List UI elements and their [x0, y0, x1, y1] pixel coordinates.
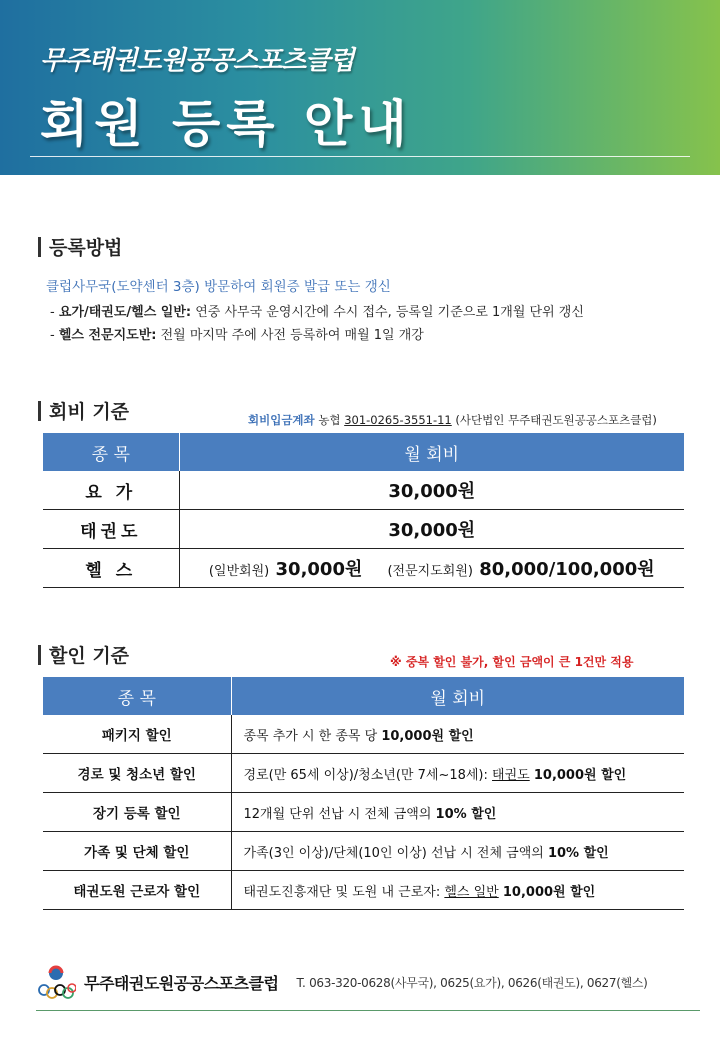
registration-line-general-text: 연중 사무국 운영시간에 수시 접수, 등록일 기준으로 1개월 단위 갱신	[195, 305, 584, 320]
discount-notice: ※ 중복 할인 불가, 할인 금액이 큰 1건만 적용	[390, 655, 634, 669]
fee-item-yoga: 요 가	[43, 471, 179, 510]
discounts-heading	[38, 641, 129, 668]
col-header-fee: 월 회비	[179, 433, 684, 471]
desc-bold: 10,000원 할인	[533, 767, 627, 783]
discount-item: 경로 및 청소년 할인	[43, 754, 231, 793]
banner-divider	[30, 156, 690, 157]
account-label: 회비입금계좌	[248, 413, 315, 427]
fee-general-label: (일반회원)	[208, 564, 270, 579]
header-banner	[0, 0, 720, 175]
discount-table	[43, 677, 684, 910]
desc-text: 가족(3인 이상)/단체(10인 이상) 선납 시 전체 금액의	[243, 845, 548, 861]
fee-pro-label: (전문지도회원)	[387, 564, 473, 579]
discount-item: 태권도원 근로자 할인	[43, 871, 231, 910]
table-row	[43, 754, 684, 793]
page-title: 회원 등록 안내	[40, 95, 413, 153]
club-name-title: 무주태권도원공공스포츠클럽	[40, 46, 354, 76]
registration-heading	[38, 233, 122, 260]
fee-general-value: 30,000원	[275, 559, 363, 580]
footer-club-name: 무주태권도원공공스포츠클럽	[84, 973, 279, 993]
desc-text: 12개월 단위 선납 시 전체 금액의	[243, 806, 436, 822]
discount-item: 패키지 할인	[43, 715, 231, 754]
fee-table	[43, 433, 684, 588]
discount-desc	[231, 871, 684, 910]
desc-underline: 태권도	[492, 767, 530, 783]
registration-line-pro-text: 전월 마지막 주에 사전 등록하여 매월 1일 개강	[160, 328, 424, 343]
discount-table-header	[43, 677, 684, 715]
section-bar	[38, 237, 41, 257]
discount-item: 장기 등록 할인	[43, 793, 231, 832]
table-row	[43, 549, 684, 588]
account-number: 301-0265-3551-11	[344, 413, 452, 427]
fees-heading-label: 회비 기준	[49, 401, 130, 423]
account-holder: (사단법인 무주태권도원공공스포츠클럽)	[455, 413, 657, 427]
desc-underline: 헬스 일반	[444, 884, 499, 900]
discount-item: 가족 및 단체 할인	[43, 832, 231, 871]
registration-line-pro-label: 헬스 전문지도반:	[58, 328, 157, 343]
olympic-rings-logo-icon	[36, 962, 76, 1002]
desc-text: 종목 추가 시 한 종목 당	[243, 728, 382, 744]
discount-desc	[231, 754, 684, 793]
registration-lead: 클럽사무국(도약센터 3층) 방문하여 회원증 발급 또는 갱신	[46, 279, 391, 295]
table-row	[43, 793, 684, 832]
fee-table-header	[43, 433, 684, 471]
section-bar	[38, 645, 41, 665]
bullet: -	[50, 328, 55, 343]
table-row	[43, 832, 684, 871]
registration-line-general	[50, 301, 584, 320]
registration-line-pro	[50, 324, 424, 343]
col-header-item: 종 목	[43, 433, 179, 471]
discount-desc	[231, 715, 684, 754]
fees-heading	[38, 397, 129, 424]
table-row	[43, 510, 684, 549]
desc-text: 경로(만 65세 이상)/청소년(만 7세~18세):	[243, 767, 493, 783]
discounts-heading-label: 할인 기준	[49, 645, 130, 667]
account-bank: 농협	[318, 413, 341, 427]
footer-telephone: T. 063-320-0628(사무국), 0625(요가), 0626(태권도), 0627(헬스)	[296, 975, 648, 990]
registration-heading-label: 등록방법	[49, 237, 123, 259]
account-info	[248, 412, 657, 428]
col-header-fee: 월 회비	[231, 677, 684, 715]
fee-item-health: 헬 스	[43, 549, 179, 588]
fee-value-health	[179, 549, 684, 588]
fee-value-yoga: 30,000원	[179, 471, 684, 510]
desc-bold: 10,000원 할인	[381, 728, 474, 744]
col-header-item: 종 목	[43, 677, 231, 715]
fee-pro-value: 80,000/100,000원	[479, 559, 655, 580]
discount-desc	[231, 793, 684, 832]
fee-value-taekwondo: 30,000원	[179, 510, 684, 549]
footer	[36, 962, 648, 1002]
desc-bold: 10,000원 할인	[502, 884, 596, 900]
discount-desc	[231, 832, 684, 871]
desc-text: 태권도진흥재단 및 도원 내 근로자:	[243, 884, 445, 900]
registration-line-general-label: 요가/태권도/헬스 일반:	[58, 305, 192, 320]
table-row	[43, 471, 684, 510]
footer-divider	[36, 1010, 700, 1011]
desc-bold: 10% 할인	[435, 806, 497, 822]
table-row	[43, 715, 684, 754]
desc-bold: 10% 할인	[547, 845, 609, 861]
table-row	[43, 871, 684, 910]
bullet: -	[50, 305, 55, 320]
section-bar	[38, 401, 41, 421]
fee-item-taekwondo: 태권도	[43, 510, 179, 549]
